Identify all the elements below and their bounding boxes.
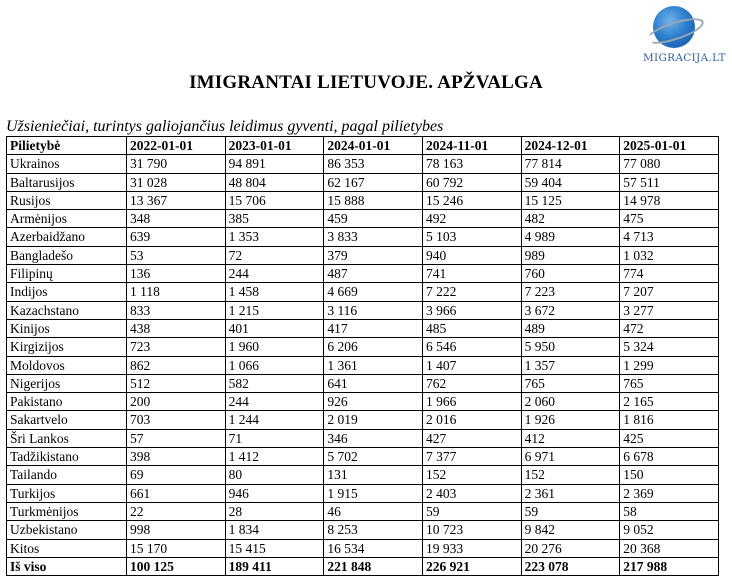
count-cell: 459 [324,210,423,228]
count-cell: 2 369 [620,484,719,502]
count-cell: 15 888 [324,191,423,209]
count-cell: 512 [127,374,226,392]
citizenship-cell: Nigerijos [7,374,127,392]
count-cell: 703 [127,411,226,429]
count-cell: 57 [127,429,226,447]
count-cell: 152 [422,466,521,484]
count-cell: 1 299 [620,356,719,374]
count-cell: 398 [127,448,226,466]
count-cell: 492 [422,210,521,228]
table-row [7,374,719,392]
total-value: 221 848 [324,557,423,575]
citizenship-cell: Moldovos [7,356,127,374]
table-row [7,521,719,539]
count-cell: 946 [225,484,324,502]
count-cell: 15 125 [521,191,620,209]
count-cell: 53 [127,246,226,264]
table-row [7,210,719,228]
citizenship-cell: Rusijos [7,191,127,209]
count-cell: 28 [225,502,324,520]
citizenship-cell: Uzbekistano [7,521,127,539]
count-cell: 59 [422,502,521,520]
count-cell: 401 [225,319,324,337]
count-cell: 4 669 [324,283,423,301]
table-row [7,539,719,557]
count-cell: 80 [225,466,324,484]
count-cell: 472 [620,319,719,337]
citizenship-cell: Armėnijos [7,210,127,228]
count-cell: 438 [127,319,226,337]
count-cell: 1 032 [620,246,719,264]
count-cell: 774 [620,265,719,283]
table-row [7,155,719,173]
citizenship-cell: Baltarusijos [7,173,127,191]
residence-permits-table [6,136,719,576]
table-row [7,502,719,520]
total-value: 217 988 [620,557,719,575]
citizenship-cell: Azerbaidžano [7,228,127,246]
column-header-citizenship: Pilietybė [7,137,127,155]
citizenship-cell: Kirgizijos [7,338,127,356]
column-header-date: 2024-12-01 [521,137,620,155]
count-cell: 833 [127,301,226,319]
citizenship-cell: Šri Lankos [7,429,127,447]
count-cell: 412 [521,429,620,447]
count-cell: 1 915 [324,484,423,502]
count-cell: 15 246 [422,191,521,209]
count-cell: 13 367 [127,191,226,209]
count-cell: 641 [324,374,423,392]
citizenship-cell: Kitos [7,539,127,557]
count-cell: 5 324 [620,338,719,356]
count-cell: 48 804 [225,173,324,191]
count-cell: 385 [225,210,324,228]
count-cell: 6 546 [422,338,521,356]
count-cell: 2 019 [324,411,423,429]
count-cell: 475 [620,210,719,228]
count-cell: 94 891 [225,155,324,173]
count-cell: 3 672 [521,301,620,319]
count-cell: 3 116 [324,301,423,319]
count-cell: 57 511 [620,173,719,191]
count-cell: 10 723 [422,521,521,539]
count-cell: 244 [225,265,324,283]
count-cell: 1 834 [225,521,324,539]
table-row [7,466,719,484]
count-cell: 1 960 [225,338,324,356]
count-cell: 760 [521,265,620,283]
citizenship-cell: Sakartvelo [7,411,127,429]
count-cell: 5 702 [324,448,423,466]
count-cell: 136 [127,265,226,283]
table-row [7,338,719,356]
count-cell: 6 206 [324,338,423,356]
count-cell: 940 [422,246,521,264]
page-title: IMIGRANTAI LIETUVOJE. APŽVALGA [189,72,543,93]
table-header-row [7,137,719,155]
count-cell: 1 357 [521,356,620,374]
count-cell: 7 377 [422,448,521,466]
count-cell: 379 [324,246,423,264]
count-cell: 425 [620,429,719,447]
count-cell: 19 933 [422,539,521,557]
table-row [7,301,719,319]
count-cell: 1 353 [225,228,324,246]
count-cell: 200 [127,393,226,411]
citizenship-cell: Kazachstano [7,301,127,319]
table-row [7,356,719,374]
count-cell: 9 842 [521,521,620,539]
count-cell: 150 [620,466,719,484]
citizenship-cell: Pakistano [7,393,127,411]
column-header-date: 2025-01-01 [620,137,719,155]
count-cell: 417 [324,319,423,337]
table-row [7,173,719,191]
count-cell: 989 [521,246,620,264]
count-cell: 15 706 [225,191,324,209]
count-cell: 2 016 [422,411,521,429]
count-cell: 46 [324,502,423,520]
count-cell: 14 978 [620,191,719,209]
count-cell: 639 [127,228,226,246]
count-cell: 765 [620,374,719,392]
count-cell: 9 052 [620,521,719,539]
count-cell: 4 989 [521,228,620,246]
count-cell: 485 [422,319,521,337]
count-cell: 765 [521,374,620,392]
logo-text: MIGRACIJA.LT [643,52,726,64]
count-cell: 7 222 [422,283,521,301]
count-cell: 6 678 [620,448,719,466]
count-cell: 3 966 [422,301,521,319]
count-cell: 2 165 [620,393,719,411]
count-cell: 71 [225,429,324,447]
count-cell: 77 080 [620,155,719,173]
count-cell: 2 361 [521,484,620,502]
count-cell: 1 458 [225,283,324,301]
count-cell: 3 833 [324,228,423,246]
count-cell: 2 403 [422,484,521,502]
count-cell: 59 404 [521,173,620,191]
count-cell: 31 790 [127,155,226,173]
count-cell: 346 [324,429,423,447]
count-cell: 244 [225,393,324,411]
count-cell: 72 [225,246,324,264]
count-cell: 487 [324,265,423,283]
total-value: 223 078 [521,557,620,575]
count-cell: 1 215 [225,301,324,319]
count-cell: 1 816 [620,411,719,429]
citizenship-cell: Bangladešo [7,246,127,264]
citizenship-cell: Indijos [7,283,127,301]
total-label: Iš viso [7,557,127,575]
citizenship-cell: Filipinų [7,265,127,283]
count-cell: 7 207 [620,283,719,301]
count-cell: 1 066 [225,356,324,374]
count-cell: 59 [521,502,620,520]
table-row [7,484,719,502]
count-cell: 1 966 [422,393,521,411]
table-row [7,265,719,283]
count-cell: 3 277 [620,301,719,319]
migracija-logo[interactable] [643,6,725,66]
table-row [7,411,719,429]
count-cell: 5 103 [422,228,521,246]
count-cell: 862 [127,356,226,374]
count-cell: 762 [422,374,521,392]
count-cell: 1 118 [127,283,226,301]
count-cell: 998 [127,521,226,539]
globe-icon [653,6,695,48]
count-cell: 2 060 [521,393,620,411]
count-cell: 6 971 [521,448,620,466]
column-header-date: 2023-01-01 [225,137,324,155]
count-cell: 1 407 [422,356,521,374]
count-cell: 489 [521,319,620,337]
count-cell: 926 [324,393,423,411]
count-cell: 152 [521,466,620,484]
total-value: 226 921 [422,557,521,575]
citizenship-cell: Tadžikistano [7,448,127,466]
count-cell: 22 [127,502,226,520]
count-cell: 482 [521,210,620,228]
total-row [7,557,719,575]
count-cell: 427 [422,429,521,447]
count-cell: 348 [127,210,226,228]
count-cell: 58 [620,502,719,520]
count-cell: 20 276 [521,539,620,557]
count-cell: 5 950 [521,338,620,356]
table-row [7,283,719,301]
column-header-date: 2022-01-01 [127,137,226,155]
table-caption: Užsieniečiai, turintys galiojančius leidimus gyventi, pagal pilietybes [6,118,444,135]
count-cell: 1 361 [324,356,423,374]
count-cell: 20 368 [620,539,719,557]
column-header-date: 2024-01-01 [324,137,423,155]
count-cell: 7 223 [521,283,620,301]
count-cell: 661 [127,484,226,502]
count-cell: 69 [127,466,226,484]
count-cell: 16 534 [324,539,423,557]
column-header-date: 2024-11-01 [422,137,521,155]
table-row [7,319,719,337]
count-cell: 4 713 [620,228,719,246]
count-cell: 62 167 [324,173,423,191]
count-cell: 60 792 [422,173,521,191]
table-body [7,155,719,576]
citizenship-cell: Ukrainos [7,155,127,173]
count-cell: 1 244 [225,411,324,429]
count-cell: 8 253 [324,521,423,539]
citizenship-cell: Tailando [7,466,127,484]
count-cell: 1 926 [521,411,620,429]
table-row [7,246,719,264]
count-cell: 77 814 [521,155,620,173]
citizenship-cell: Kinijos [7,319,127,337]
count-cell: 31 028 [127,173,226,191]
total-value: 100 125 [127,557,226,575]
count-cell: 723 [127,338,226,356]
count-cell: 1 412 [225,448,324,466]
count-cell: 582 [225,374,324,392]
total-value: 189 411 [225,557,324,575]
count-cell: 15 170 [127,539,226,557]
count-cell: 131 [324,466,423,484]
citizenship-cell: Turkijos [7,484,127,502]
table-row [7,448,719,466]
count-cell: 78 163 [422,155,521,173]
citizenship-cell: Turkmėnijos [7,502,127,520]
count-cell: 15 415 [225,539,324,557]
table-row [7,191,719,209]
count-cell: 741 [422,265,521,283]
count-cell: 86 353 [324,155,423,173]
table-row [7,228,719,246]
table-row [7,393,719,411]
table-row [7,429,719,447]
